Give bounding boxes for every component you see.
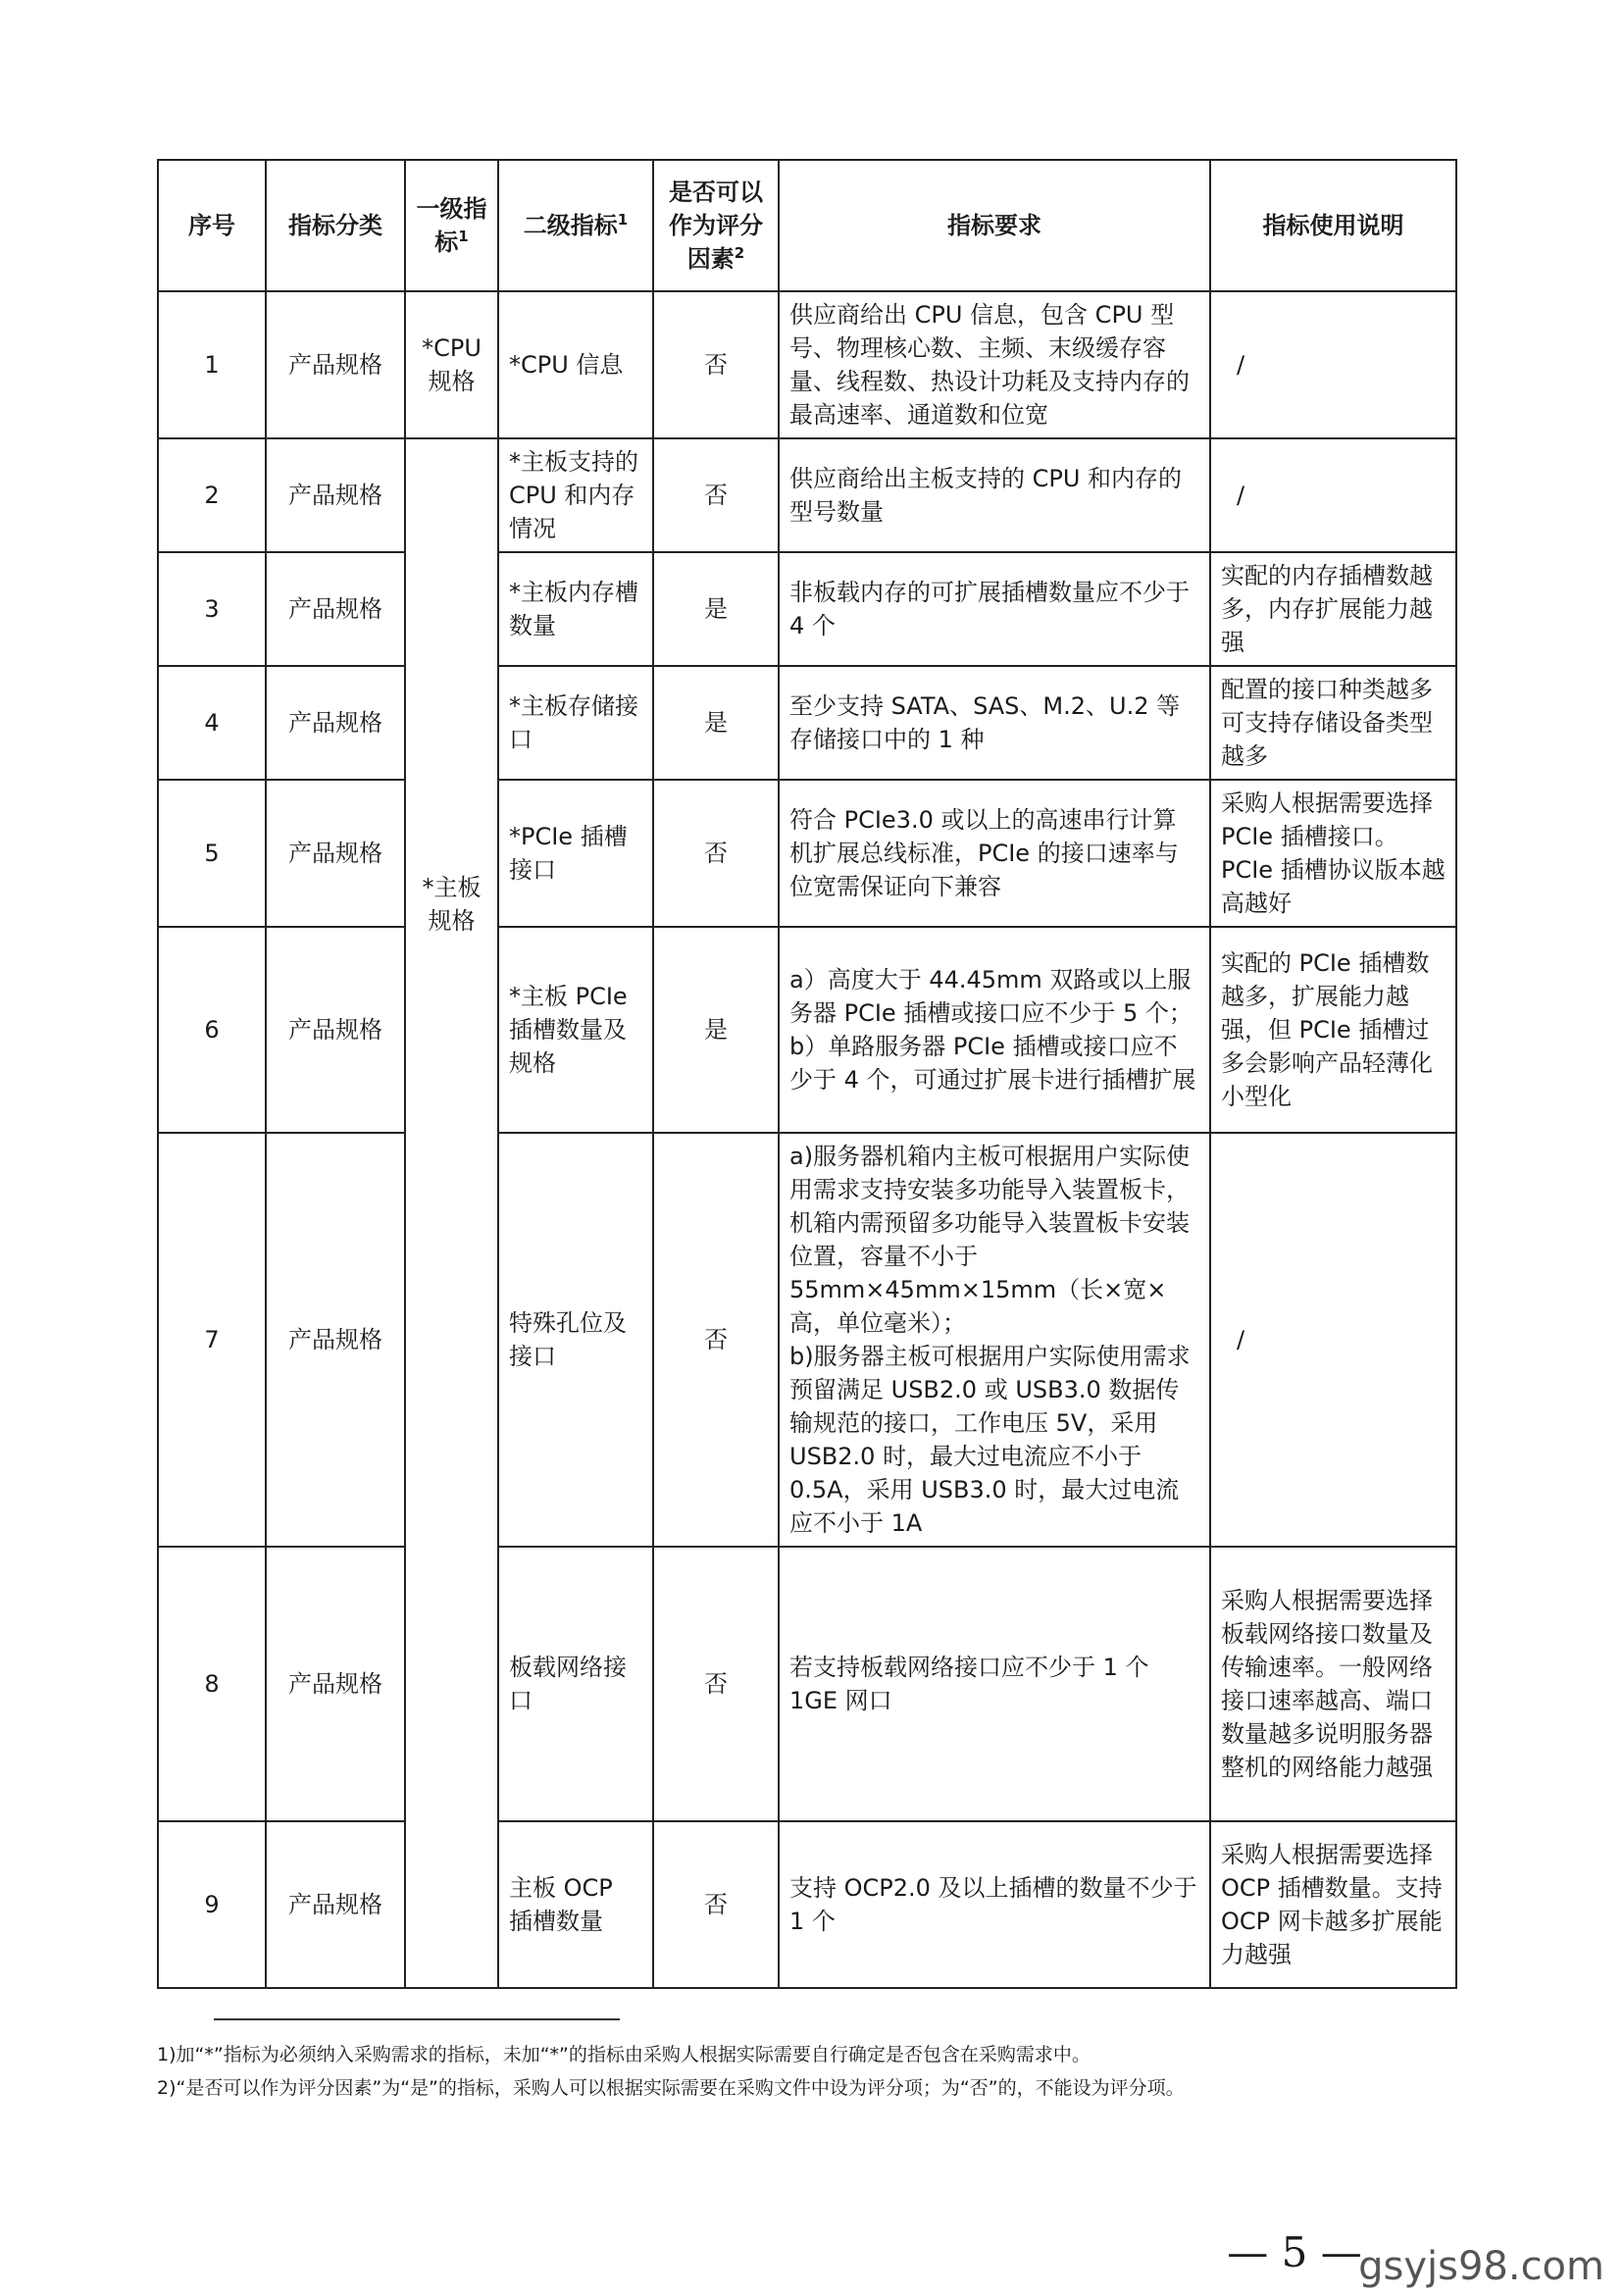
usage-note-text: 采购人根据需要选择 OCP 插槽数量。支持 OCP 网卡越多扩展能力越强 [1221,1841,1443,1968]
level2-indicator: 板载网络接口 [498,1547,653,1821]
requirement-line: 符合 PCIe3.0 或以上的高速串行计算机扩展总线标准，PCIe 的接口速率与位宽需保证向下兼容 [789,806,1179,900]
table-row [158,291,1456,438]
requirement-text [779,666,1210,780]
level2-indicator: *主板存储接口 [498,666,653,780]
requirement-line: b）单路服务器 PCIe 插槽或接口应不少于 4 个，可通过扩展卡进行插槽扩展 [789,1033,1196,1094]
scoring-factor: 是 [653,927,779,1133]
requirement-text [779,1821,1210,1988]
requirement-text [779,1547,1210,1821]
requirement-text [779,438,1210,552]
table-header-row [158,160,1456,291]
level2-indicator: 特殊孔位及接口 [498,1133,653,1547]
scoring-factor: 否 [653,438,779,552]
row-number: 2 [158,438,266,552]
requirement-text [779,1133,1210,1547]
row-number: 5 [158,780,266,927]
row-number: 9 [158,1821,266,1988]
usage-note-text: 采购人根据需要选择 PCIe 插槽接口。PCIe 插槽协议版本越高越好 [1221,790,1446,917]
usage-note-text: 实配的 PCIe 插槽数越多，扩展能力越强，但 PCIe 插槽过多会影响产品轻薄化小型化 [1221,949,1433,1110]
footnote-divider [214,2018,620,2020]
row-category: 产品规格 [266,552,405,666]
spec-table [157,159,1457,1989]
usage-note-text: / [1237,351,1245,379]
level2-indicator: 主板 OCP 插槽数量 [498,1821,653,1988]
usage-note [1210,291,1456,438]
usage-note [1210,552,1456,666]
row-category: 产品规格 [266,780,405,927]
usage-note-text: 实配的内存插槽数越多，内存扩展能力越强 [1221,562,1433,656]
header-score: 是否可以作为评分因素$^2$ [653,160,779,291]
table-row [158,666,1456,780]
usage-note [1210,1547,1456,1821]
scoring-factor: 是 [653,552,779,666]
level1-indicator: *主板规格 [405,438,498,1988]
usage-note [1210,780,1456,927]
footnote-1: 1)加“*”指标为必须纳入采购需求的指标，未加“*”的指标由采购人根据实际需要自行确定是否包含在采购需求中。 [157,2044,1091,2065]
row-number: 8 [158,1547,266,1821]
usage-note-text: 采购人根据需要选择板载网络接口数量及传输速率。一般网络接口速率越高、端口数量越多说明服务器整机的网络能力越强 [1221,1587,1433,1781]
table-row [158,438,1456,552]
row-category: 产品规格 [266,927,405,1133]
row-category: 产品规格 [266,1821,405,1988]
row-number: 1 [158,291,266,438]
scoring-factor: 否 [653,780,779,927]
header-requirement: 指标要求 [779,160,1210,291]
footnotes [157,2038,1491,2105]
requirement-line: 供应商给出主板支持的 CPU 和内存的型号数量 [789,465,1183,526]
requirement-text [779,552,1210,666]
header-level1: 一级指标$^1$ [405,160,498,291]
row-category: 产品规格 [266,1133,405,1547]
requirement-text [779,927,1210,1133]
header-note: 指标使用说明 [1210,160,1456,291]
row-category: 产品规格 [266,666,405,780]
footnote-2: 2)“是否可以作为评分因素”为“是”的指标，采购人可以根据实际需要在采购文件中设为评分项；为“否”的，不能设为评分项。 [157,2077,1185,2099]
requirement-line: 非板载内存的可扩展插槽数量应不少于 4 个 [789,579,1190,639]
usage-note [1210,438,1456,552]
row-category: 产品规格 [266,438,405,552]
scoring-factor: 否 [653,1821,779,1988]
row-number: 6 [158,927,266,1133]
table-row [158,780,1456,927]
scoring-factor: 否 [653,1547,779,1821]
usage-note [1210,666,1456,780]
usage-note [1210,1821,1456,1988]
header-level2: 二级指标$^1$ [498,160,653,291]
usage-note [1210,927,1456,1133]
level2-indicator: *PCIe 插槽接口 [498,780,653,927]
scoring-factor: 否 [653,291,779,438]
row-category: 产品规格 [266,1547,405,1821]
requirement-text [779,291,1210,438]
usage-note-text: / [1237,1326,1245,1353]
usage-note-text: / [1237,482,1245,509]
page-number: — 5 — [1227,2228,1362,2276]
row-number: 7 [158,1133,266,1547]
level2-indicator: *主板支持的 CPU 和内存情况 [498,438,653,552]
requirement-text [779,780,1210,927]
requirement-line: 至少支持 SATA、SAS、M.2、U.2 等存储接口中的 1 种 [789,692,1181,753]
requirement-line: 支持 OCP2.0 及以上插槽的数量不少于 1 个 [789,1874,1197,1935]
scoring-factor: 是 [653,666,779,780]
requirement-line: b)服务器主板可根据用户实际使用需求预留满足 USB2.0 或 USB3.0 数据传输规范的接口，工作电压 5V，采用 USB2.0 时，最大过电流应不小于 0.5A，采用 USB3.0 时，最大过电流应不小于 1A [789,1343,1191,1537]
header-no: 序号 [158,160,266,291]
level2-indicator: *CPU 信息 [498,291,653,438]
row-number: 4 [158,666,266,780]
table-row [158,1547,1456,1821]
header-category: 指标分类 [266,160,405,291]
table-row [158,552,1456,666]
requirement-line: a)服务器机箱内主板可根据用户实际使用需求支持安装多功能导入装置板卡，机箱内需预留多功能导入装置板卡安装位置，容量不小于 55mm×45mm×15mm（长×宽×高，单位毫米）； [789,1143,1191,1337]
requirement-line: 供应商给出 CPU 信息，包含 CPU 型号、物理核心数、主频、末级缓存容量、线程数、热设计功耗及支持内存的最高速率、通道数和位宽 [789,301,1190,429]
row-number: 3 [158,552,266,666]
level1-indicator: *CPU规格 [405,291,498,438]
level2-indicator: *主板 PCIe 插槽数量及规格 [498,927,653,1133]
scoring-factor: 否 [653,1133,779,1547]
table-row [158,927,1456,1133]
requirement-line: a）高度大于 44.45mm 双路或以上服务器 PCIe 插槽或接口应不少于 5 个； [789,966,1193,1027]
watermark-text: gsyjs98.com [1358,2244,1604,2289]
table-body [158,291,1456,1988]
table-row [158,1133,1456,1547]
table-row [158,1821,1456,1988]
usage-note-text: 配置的接口种类越多可支持存储设备类型越多 [1221,676,1433,770]
row-category: 产品规格 [266,291,405,438]
requirement-line: 若支持板载网络接口应不少于 1 个 1GE 网口 [789,1654,1149,1714]
level2-indicator: *主板内存槽数量 [498,552,653,666]
usage-note [1210,1133,1456,1547]
